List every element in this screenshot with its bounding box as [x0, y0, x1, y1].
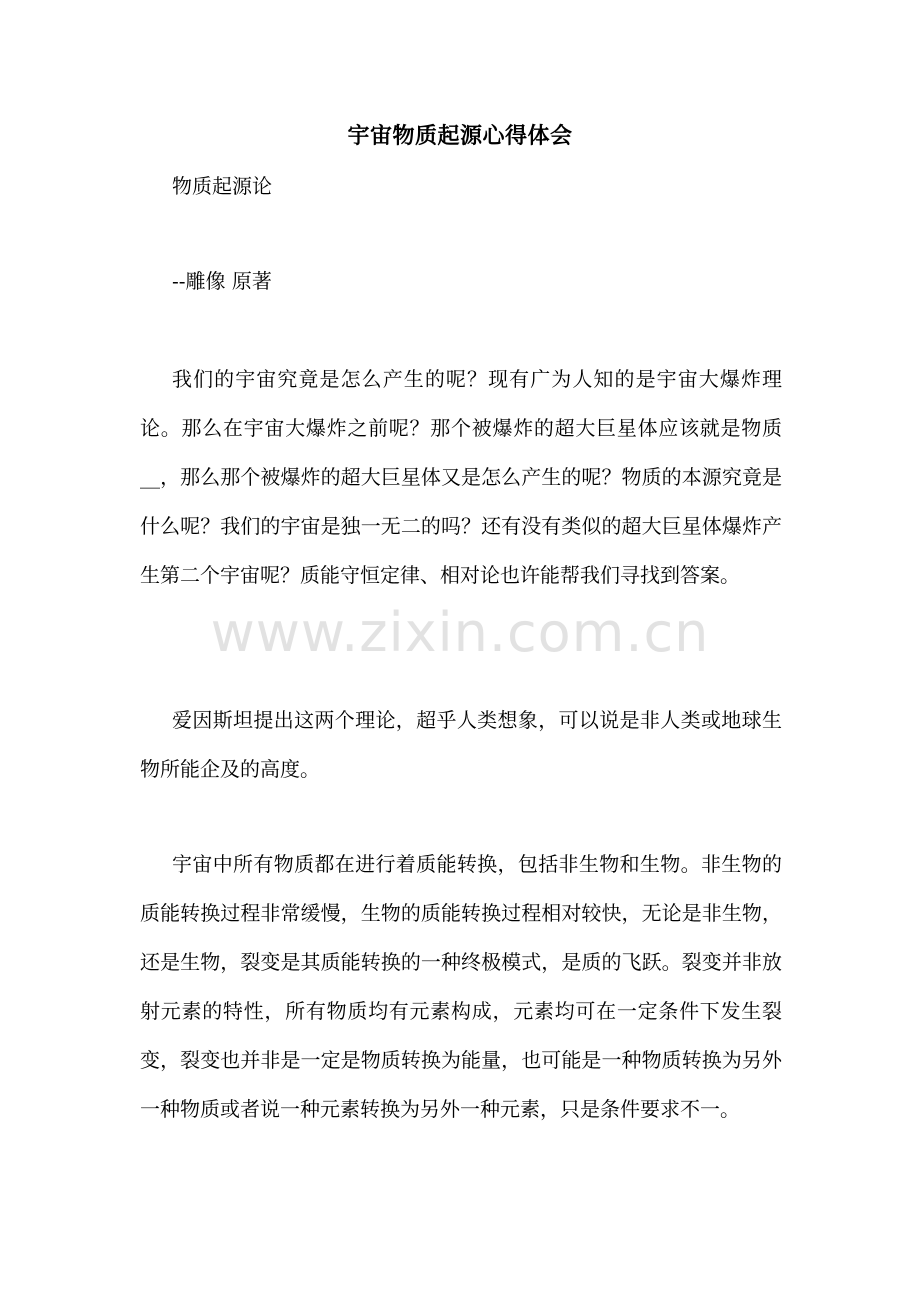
document-title: 宇宙物质起源心得体会	[347, 123, 573, 149]
paragraph-3: 宇宙中所有物质都在进行着质能转换，包括非生物和生物。非生物的质能转换过程非常缓慢，生物的质能转换过程相对较快，无论是非生物，还是生物，裂变是其质能转换的一种终极模式，是质的飞跃。裂变并非放射元素的特性，所有物质均有元素构成，元素均可在一定条件下发生裂变，裂变也并非是一定是物质转换为能量，也可能是一种物质转换为另外一种物质或者说一种元素转换为另外一种元素，只是条件要求不一。	[140, 852, 782, 1121]
watermark-text: www.zixin.com.cn	[210, 601, 710, 664]
author-line: --雕像 原著	[172, 269, 272, 293]
document-subtitle: 物质起源论	[172, 174, 272, 198]
paragraph-1: 我们的宇宙究竟是怎么产生的呢？现有广为人知的是宇宙大爆炸理论。那么在宇宙大爆炸之前呢？那个被爆炸的超大巨星体应该就是物质 __，那么那个被爆炸的超大巨星体又是怎么产生的呢？物质的本源究竟是什么呢？我们的宇宙是独一无二的吗？还有没有类似的超大巨星体爆炸产生第二个宇宙呢？质能守恒定律、相对论也许能帮我们寻找到答案。	[140, 367, 782, 587]
paragraph-2: 爱因斯坦提出这两个理论，超乎人类想象，可以说是非人类或地球生物所能企及的高度。	[140, 708, 782, 781]
